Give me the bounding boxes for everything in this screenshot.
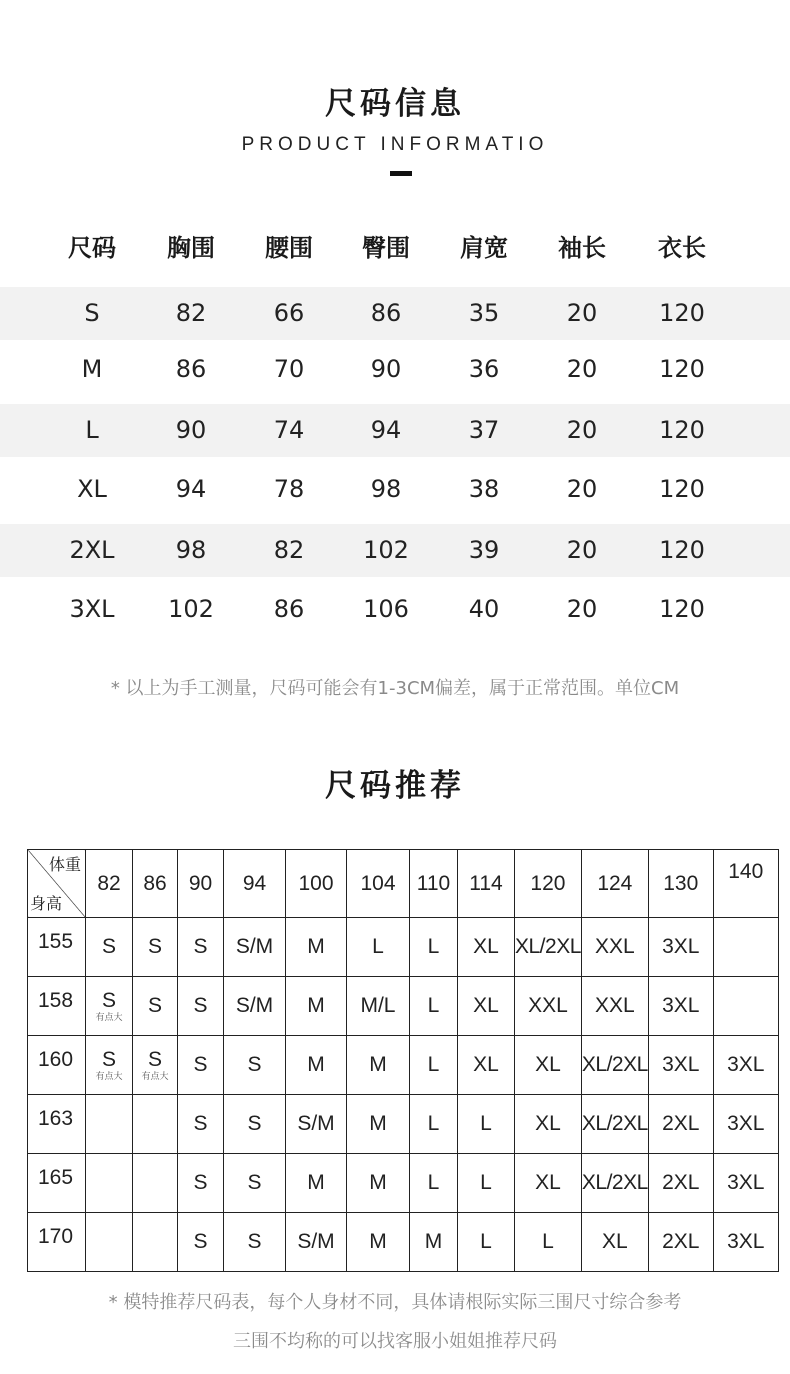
table-cell: 94 <box>370 416 402 444</box>
table-cell: M <box>81 355 103 383</box>
table-cell: 38 <box>468 475 500 503</box>
weight-cell: 100 <box>286 850 347 918</box>
weight-header-row <box>28 850 779 918</box>
grid-cell: S <box>224 1036 286 1095</box>
grid-cell: S <box>178 918 224 977</box>
grid-cell-value: S <box>147 1048 162 1071</box>
grid-cell: XL <box>458 977 515 1036</box>
table-cell: 98 <box>370 475 402 503</box>
table-cell: 20 <box>566 475 598 503</box>
fit-note: 有点大 <box>95 1013 123 1023</box>
grid-cell: S <box>224 1213 286 1272</box>
grid-cell <box>133 1213 178 1272</box>
height-cell: 158 <box>28 977 86 1036</box>
grid-cell: S <box>133 918 178 977</box>
weight-cell: 124 <box>581 850 648 918</box>
table-cell: 74 <box>273 416 305 444</box>
height-cell: 165 <box>28 1154 86 1213</box>
grid-cell: L <box>515 1213 582 1272</box>
table-cell: S <box>84 299 100 327</box>
grid-cell: S <box>86 918 133 977</box>
grid-cell: L <box>410 977 458 1036</box>
grid-cell-value: S <box>101 1048 116 1071</box>
header-cell: 腰围 <box>265 234 313 262</box>
grid-cell: L <box>458 1213 515 1272</box>
table-cell: 120 <box>659 595 705 623</box>
size-info-subtitle: PRODUCT INFORMATIO <box>241 134 549 155</box>
weight-cell: 114 <box>458 850 515 918</box>
weight-cell: 104 <box>347 850 410 918</box>
weight-label: 体重 <box>48 855 81 874</box>
grid-cell: 3XL <box>648 1036 713 1095</box>
grid-cell: 3XL <box>713 1095 778 1154</box>
header-cell: 袖长 <box>558 234 606 262</box>
table-cell: 90 <box>175 416 207 444</box>
table-row <box>0 404 790 457</box>
table-cell: 20 <box>566 355 598 383</box>
table-cell: 20 <box>566 595 598 623</box>
table-cell: 120 <box>659 475 705 503</box>
table-cell: 106 <box>363 595 409 623</box>
grid-cell: M/L <box>347 977 410 1036</box>
weight-cell: 82 <box>86 850 133 918</box>
table-cell: L <box>85 416 99 444</box>
grid-cell: M <box>347 1095 410 1154</box>
measurement-note: * 以上为手工测量，尺码可能会有1-3CM偏差，属于正常范围。单位CM <box>110 678 680 699</box>
grid-cell <box>713 918 778 977</box>
table-cell: 94 <box>175 475 207 503</box>
table-cell: 86 <box>273 595 305 623</box>
table-row <box>0 583 790 636</box>
grid-cell: XL <box>515 1036 582 1095</box>
weight-cell: 120 <box>515 850 582 918</box>
table-cell: 40 <box>468 595 500 623</box>
table-cell: 82 <box>175 299 207 327</box>
grid-cell: XL <box>515 1154 582 1213</box>
grid-cell: S/M <box>286 1095 347 1154</box>
table-cell: 3XL <box>69 595 115 623</box>
grid-cell <box>86 1036 133 1095</box>
height-label: 身高 <box>30 894 63 913</box>
grid-cell: L <box>410 918 458 977</box>
table-cell: 102 <box>168 595 214 623</box>
table-cell: 66 <box>273 299 305 327</box>
grid-cell <box>133 1154 178 1213</box>
grid-cell: S <box>224 1095 286 1154</box>
table-cell: 20 <box>566 299 598 327</box>
table-cell: 2XL <box>69 536 115 564</box>
grid-cell: XXL <box>581 977 648 1036</box>
grid-cell: S <box>178 1036 224 1095</box>
grid-cell: M <box>286 1036 347 1095</box>
grid-cell <box>133 1095 178 1154</box>
header-cell: 胸围 <box>167 234 215 262</box>
grid-cell <box>86 1154 133 1213</box>
table-cell: 120 <box>659 536 705 564</box>
grid-cell: L <box>458 1154 515 1213</box>
grid-cell: 2XL <box>648 1213 713 1272</box>
table-cell: 86 <box>370 299 402 327</box>
table-cell: 98 <box>175 536 207 564</box>
grid-cell: 3XL <box>713 1213 778 1272</box>
table-cell: 70 <box>273 355 305 383</box>
grid-cell: S <box>133 977 178 1036</box>
grid-cell: 3XL <box>713 1036 778 1095</box>
weight-cell: 90 <box>178 850 224 918</box>
grid-cell: M <box>347 1036 410 1095</box>
table-row <box>28 977 779 1036</box>
table-cell: 39 <box>468 536 500 564</box>
table-cell: 78 <box>273 475 305 503</box>
grid-cell: L <box>410 1095 458 1154</box>
table-cell: 20 <box>566 416 598 444</box>
size-recommend-grid <box>27 849 779 1272</box>
grid-cell: XL/2XL <box>581 1036 648 1095</box>
grid-cell: S <box>224 1154 286 1213</box>
grid-cell: 3XL <box>648 977 713 1036</box>
title-divider <box>390 171 412 176</box>
weight-cell: 86 <box>133 850 178 918</box>
grid-cell: 3XL <box>648 918 713 977</box>
weight-cell: 140 <box>713 850 778 918</box>
table-row <box>0 343 790 396</box>
grid-cell: S/M <box>286 1213 347 1272</box>
corner-cell <box>28 850 86 918</box>
grid-cell: L <box>410 1154 458 1213</box>
table-row <box>0 463 790 516</box>
grid-cell: XL/2XL <box>581 1154 648 1213</box>
table-cell: 20 <box>566 536 598 564</box>
height-cell: 163 <box>28 1095 86 1154</box>
grid-cell: 3XL <box>713 1154 778 1213</box>
grid-cell: 2XL <box>648 1154 713 1213</box>
header-cell: 肩宽 <box>460 234 508 262</box>
grid-cell: XXL <box>515 977 582 1036</box>
recommend-note-line1: * 模特推荐尺码表，每个人身材不同，具体请根际实际三围尺寸综合参考 <box>108 1292 682 1313</box>
table-row <box>28 1213 779 1272</box>
fit-note: 有点大 <box>141 1072 169 1082</box>
table-row <box>28 918 779 977</box>
table-cell: 35 <box>468 299 500 327</box>
grid-cell: S/M <box>224 977 286 1036</box>
grid-cell: M <box>347 1154 410 1213</box>
grid-cell <box>86 977 133 1036</box>
grid-cell: 2XL <box>648 1095 713 1154</box>
grid-cell <box>86 1213 133 1272</box>
table-cell: 120 <box>659 299 705 327</box>
table-row <box>28 1095 779 1154</box>
size-recommend-title: 尺码推荐 <box>325 768 465 804</box>
grid-cell: XL <box>581 1213 648 1272</box>
grid-cell: XL <box>515 1095 582 1154</box>
grid-cell: S/M <box>224 918 286 977</box>
grid-cell: M <box>286 977 347 1036</box>
grid-cell: M <box>286 918 347 977</box>
weight-cell: 94 <box>224 850 286 918</box>
table-cell: 90 <box>370 355 402 383</box>
grid-cell: XL <box>458 1036 515 1095</box>
grid-cell: S <box>178 1213 224 1272</box>
grid-cell: M <box>286 1154 347 1213</box>
table-row <box>28 1154 779 1213</box>
grid-cell: XL <box>458 918 515 977</box>
grid-cell <box>86 1095 133 1154</box>
grid-cell <box>713 977 778 1036</box>
grid-cell: S <box>178 1095 224 1154</box>
grid-cell: XXL <box>581 918 648 977</box>
table-cell: XL <box>77 475 107 503</box>
grid-cell: L <box>410 1036 458 1095</box>
table-cell: 120 <box>659 416 705 444</box>
table-cell: 37 <box>468 416 500 444</box>
grid-cell <box>133 1036 178 1095</box>
size-table-header <box>0 222 790 275</box>
grid-cell: XL/2XL <box>515 918 582 977</box>
fit-note: 有点大 <box>95 1072 123 1082</box>
grid-cell: S <box>178 977 224 1036</box>
table-cell: 120 <box>659 355 705 383</box>
height-cell: 170 <box>28 1213 86 1272</box>
size-info-title: 尺码信息 <box>325 86 465 122</box>
header-cell: 衣长 <box>658 234 706 262</box>
recommend-note-line2: 三围不均称的可以找客服小姐姐推荐尺码 <box>233 1331 557 1352</box>
grid-cell-value: S <box>101 989 116 1012</box>
table-cell: 82 <box>273 536 305 564</box>
grid-cell: M <box>347 1213 410 1272</box>
weight-cell: 110 <box>410 850 458 918</box>
grid-cell: L <box>347 918 410 977</box>
header-cell: 臀围 <box>362 234 410 262</box>
grid-cell: L <box>458 1095 515 1154</box>
table-row <box>0 287 790 340</box>
table-row <box>0 524 790 577</box>
height-cell: 160 <box>28 1036 86 1095</box>
height-cell: 155 <box>28 918 86 977</box>
header-cell: 尺码 <box>68 234 116 262</box>
grid-cell: S <box>178 1154 224 1213</box>
grid-cell: XL/2XL <box>581 1095 648 1154</box>
table-cell: 86 <box>175 355 207 383</box>
table-row <box>28 1036 779 1095</box>
table-cell: 102 <box>363 536 409 564</box>
grid-cell: M <box>410 1213 458 1272</box>
weight-cell: 130 <box>648 850 713 918</box>
table-cell: 36 <box>468 355 500 383</box>
